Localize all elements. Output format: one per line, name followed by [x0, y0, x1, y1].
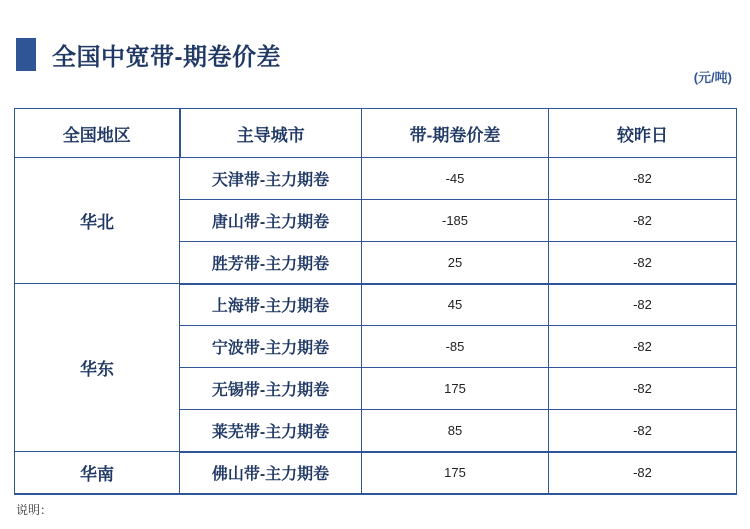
change-cell: -82 — [549, 158, 737, 200]
diff-cell: -85 — [362, 326, 549, 368]
footer-note: 说明： — [16, 502, 53, 517]
diff-cell: 45 — [362, 284, 549, 326]
table-row — [15, 284, 737, 326]
column-header-region: 全国地区 — [15, 109, 180, 158]
city-cell: 无锡带-主力期卷 — [180, 368, 362, 410]
change-cell: -82 — [549, 410, 737, 452]
table-header-row — [15, 109, 737, 158]
page-title: 全国中宽带-期卷价差 — [52, 43, 281, 71]
diff-cell: 175 — [362, 452, 549, 494]
diff-cell: 175 — [362, 368, 549, 410]
diff-cell: 25 — [362, 242, 549, 284]
diff-cell: 85 — [362, 410, 549, 452]
table-container — [0, 108, 750, 495]
price-difference-table — [14, 108, 737, 495]
table-row — [15, 158, 737, 200]
report-header — [0, 0, 750, 108]
city-cell: 天津带-主力期卷 — [180, 158, 362, 200]
change-cell: -82 — [549, 452, 737, 494]
region-cell-huadong: 华东 — [15, 284, 180, 452]
table-body — [15, 158, 737, 494]
region-cell-huabei: 华北 — [15, 158, 180, 284]
change-cell: -82 — [549, 242, 737, 284]
diff-cell: -45 — [362, 158, 549, 200]
change-cell: -82 — [549, 326, 737, 368]
column-header-diff: 带-期卷价差 — [362, 109, 549, 158]
city-cell: 上海带-主力期卷 — [180, 284, 362, 326]
change-cell: -82 — [549, 200, 737, 242]
city-cell: 莱芜带-主力期卷 — [180, 410, 362, 452]
change-cell: -82 — [549, 284, 737, 326]
diff-cell: -185 — [362, 200, 549, 242]
unit-label: (元/吨) — [693, 70, 732, 85]
city-cell: 唐山带-主力期卷 — [180, 200, 362, 242]
column-header-change: 较昨日 — [549, 109, 737, 158]
city-cell: 宁波带-主力期卷 — [180, 326, 362, 368]
change-cell: -82 — [549, 368, 737, 410]
title-marker-icon — [16, 38, 36, 71]
region-cell-huanan: 华南 — [15, 452, 180, 494]
city-cell: 佛山带-主力期卷 — [180, 452, 362, 494]
column-header-city: 主导城市 — [180, 109, 362, 158]
table-row — [15, 452, 737, 494]
city-cell: 胜芳带-主力期卷 — [180, 242, 362, 284]
